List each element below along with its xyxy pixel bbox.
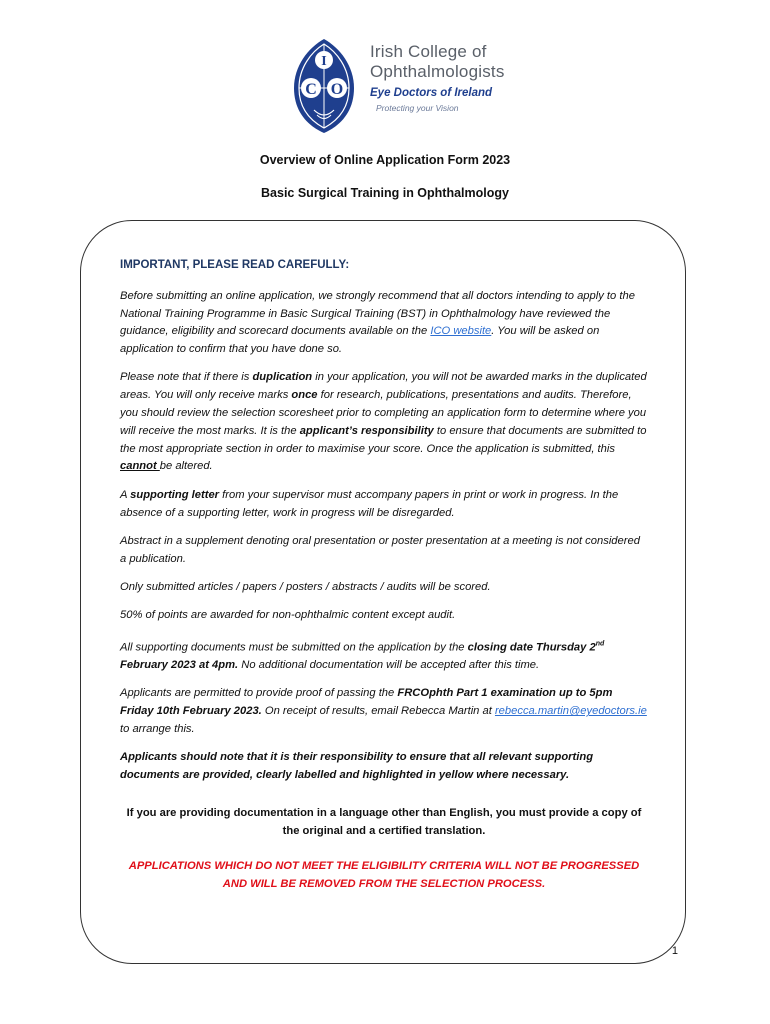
subtagline: Protecting your Vision — [376, 103, 459, 113]
paragraph-duplication: Please note that if there is duplication in your application, you will not be awarded marks in the duplicated areas. You will only receive marks once for research, publications, presentations and audits. Therefore, you should review the selection scoresheet prior to completing an application form to determine where you will receive the most marks. It is the applicant’s responsibility to ensure that documents are submitted to the most appropriate section in order to maximise your score. Once the application is submitted, this cannot be altered. — [120, 371, 647, 473]
page-number: 1 — [671, 945, 678, 957]
paragraph-supporting-letter: A supporting letter from your supervisor must accompany papers in print or work in progress. In the absence of a supporting letter, work in progress will be disregarded. — [120, 488, 619, 519]
paragraph-closing-date: All supporting documents must be submitted on the application by the closing date Thursday 2nd February 2023 at 4pm. No additional documentation will be accepted after this time. — [120, 640, 605, 672]
paragraph-points: 50% of points are awarded for non-ophthalmic content except audit. — [120, 609, 456, 622]
ico-emblem-icon — [290, 38, 358, 134]
eligibility-warning: APPLICATIONS WHICH DO NOT MEET THE ELIGIBILITY CRITERIA WILL NOT BE PROGRESSED AND WILL BE REMOVED FROM THE SELECTION PROCESS. — [128, 860, 640, 891]
emblem-letter-i: I — [321, 54, 327, 69]
paragraph-frcophth: Applicants are permitted to provide proof of passing the FRCOphth Part 1 examination up to 5pm Friday 10th February 2023. On receipt of results, email Rebecca Martin at rebecca.martin@eyedoctors.ie to arrange this. — [120, 687, 647, 735]
email-link[interactable]: rebecca.martin@eyedoctors.ie — [494, 705, 647, 718]
notice-content — [120, 257, 648, 905]
page-subtitle: Basic Surgical Training in Ophthalmology — [261, 186, 509, 200]
ico-website-link[interactable]: ICO website — [430, 325, 492, 338]
paragraph-responsibility: Applicants should note that it is their responsibility to ensure that all relevant supporting documents are provided, clearly labelled and highlighted in yellow where necessary. — [120, 751, 594, 782]
ico-logo — [290, 38, 530, 134]
org-name-line2: Ophthalmologists — [370, 62, 505, 81]
page-title: Overview of Online Application Form 2023 — [259, 153, 511, 167]
org-name-line1: Irish College of — [370, 42, 487, 61]
paragraph-scored-items: Only submitted articles / papers / posters / abstracts / audits will be scored. — [120, 580, 491, 593]
paragraph-translation: If you are providing documentation in a language other than English, you must provide a copy of the original and a certified translation. — [126, 806, 642, 837]
emblem-letter-o: O — [330, 81, 344, 98]
logo-text — [370, 42, 505, 113]
paragraph-abstract: Abstract in a supplement denoting oral presentation or poster presentation at a meeting is not considered a publication. — [120, 534, 640, 565]
notice-heading: IMPORTANT, PLEASE READ CAREFULLY: — [120, 259, 350, 271]
paragraph-guidance: Before submitting an online application, we strongly recommend that all doctors intending to apply to the National Training Programme in Basic Surgical Training (BST) in Ophthalmology have reviewed the guidance, eligibility and scorecard documents available on the ICO website. You will be asked on application to confirm that you have done so. — [120, 289, 635, 356]
tagline: Eye Doctors of Ireland — [370, 87, 493, 99]
emblem-letter-c: C — [305, 81, 317, 98]
